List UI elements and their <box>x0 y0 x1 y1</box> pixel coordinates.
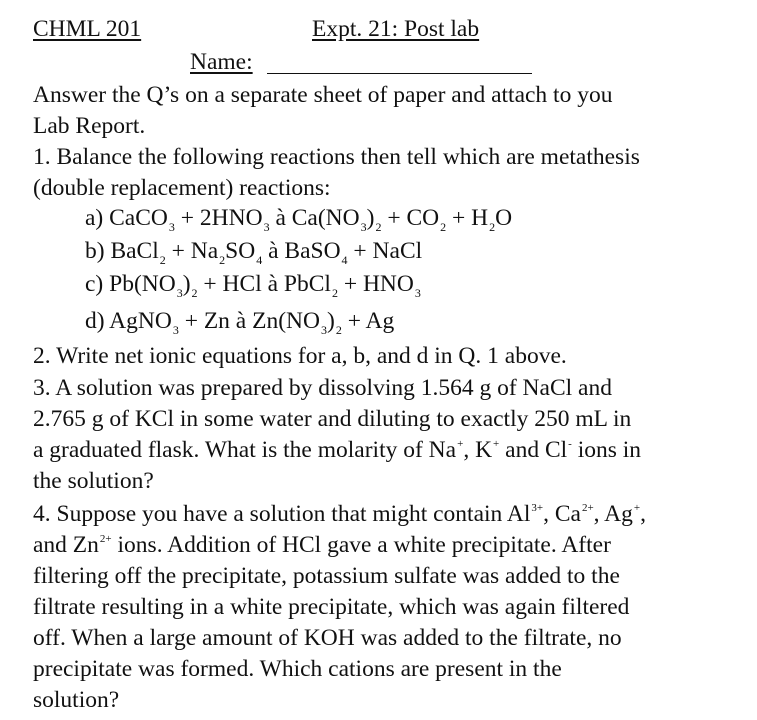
experiment-title: Expt. 21: Post lab <box>312 16 480 42</box>
question-3-line-4: the solution? <box>33 468 154 494</box>
question-4-line-3: filtering off the precipitate, potassium sulfate was added to the <box>33 563 620 589</box>
name-label: Name: <box>190 49 253 75</box>
reaction-a: a) CaCO$_3$ + $2HNO_3$ à $Ca(NO_3)_2 + CO_2 + H_2O$ <box>85 205 513 234</box>
question-3-line-3: a graduated flask. What is the molarity of Na+, K+ and Cl- ions in <box>33 437 642 463</box>
question-4-line-6: precipitate was formed. Which cations are present in the <box>33 656 562 682</box>
question-4-line-7: solution? <box>33 687 120 713</box>
name-blank-line <box>267 73 532 74</box>
reaction-d: d) AgNO$_3$ + Zn à $Zn(NO_3)_2 + Ag$ <box>85 308 395 337</box>
question-4-line-2: and $Zn^{2+}$ ions. Addition of HCl gave a white precipitate. After <box>33 532 611 558</box>
course-code: CHML 201 <box>33 16 142 42</box>
question-4-line-4: filtrate resulting in a white precipitate, which was again filtered <box>33 594 630 620</box>
intro-line-1: Answer the Q’s on a separate sheet of paper and attach to you <box>33 82 613 108</box>
intro-line-2: Lab Report. <box>33 113 146 139</box>
question-1-line-1: 1. Balance the following reactions then tell which are metathesis <box>33 144 640 170</box>
question-4-line-1: 4. Suppose you have a solution that might contain $Al^{3+}$, $Ca^{2+}$, Ag+, <box>33 501 646 527</box>
reaction-b: b) BaCl$_2$ + $Na_2SO_4$ à BaSO$_4$ + NaCl <box>85 238 423 267</box>
question-4-line-5: off. When a large amount of KOH was added to the filtrate, no <box>33 625 622 651</box>
question-3-line-2: 2.765 g of KCl in some water and diluting to exactly 250 mL in <box>33 406 632 432</box>
question-3-line-1: 3. A solution was prepared by dissolving 1.564 g of NaCl and <box>33 375 612 401</box>
question-1-line-2: (double replacement) reactions: <box>33 175 331 201</box>
question-2-line-1: 2. Write net ionic equations for a, b, and d in Q. 1 above. <box>33 343 567 369</box>
reaction-c: c) $Pb(NO_3)_2$ + HCl à PbCl$_2$ + $HNO_3$ <box>85 271 421 300</box>
